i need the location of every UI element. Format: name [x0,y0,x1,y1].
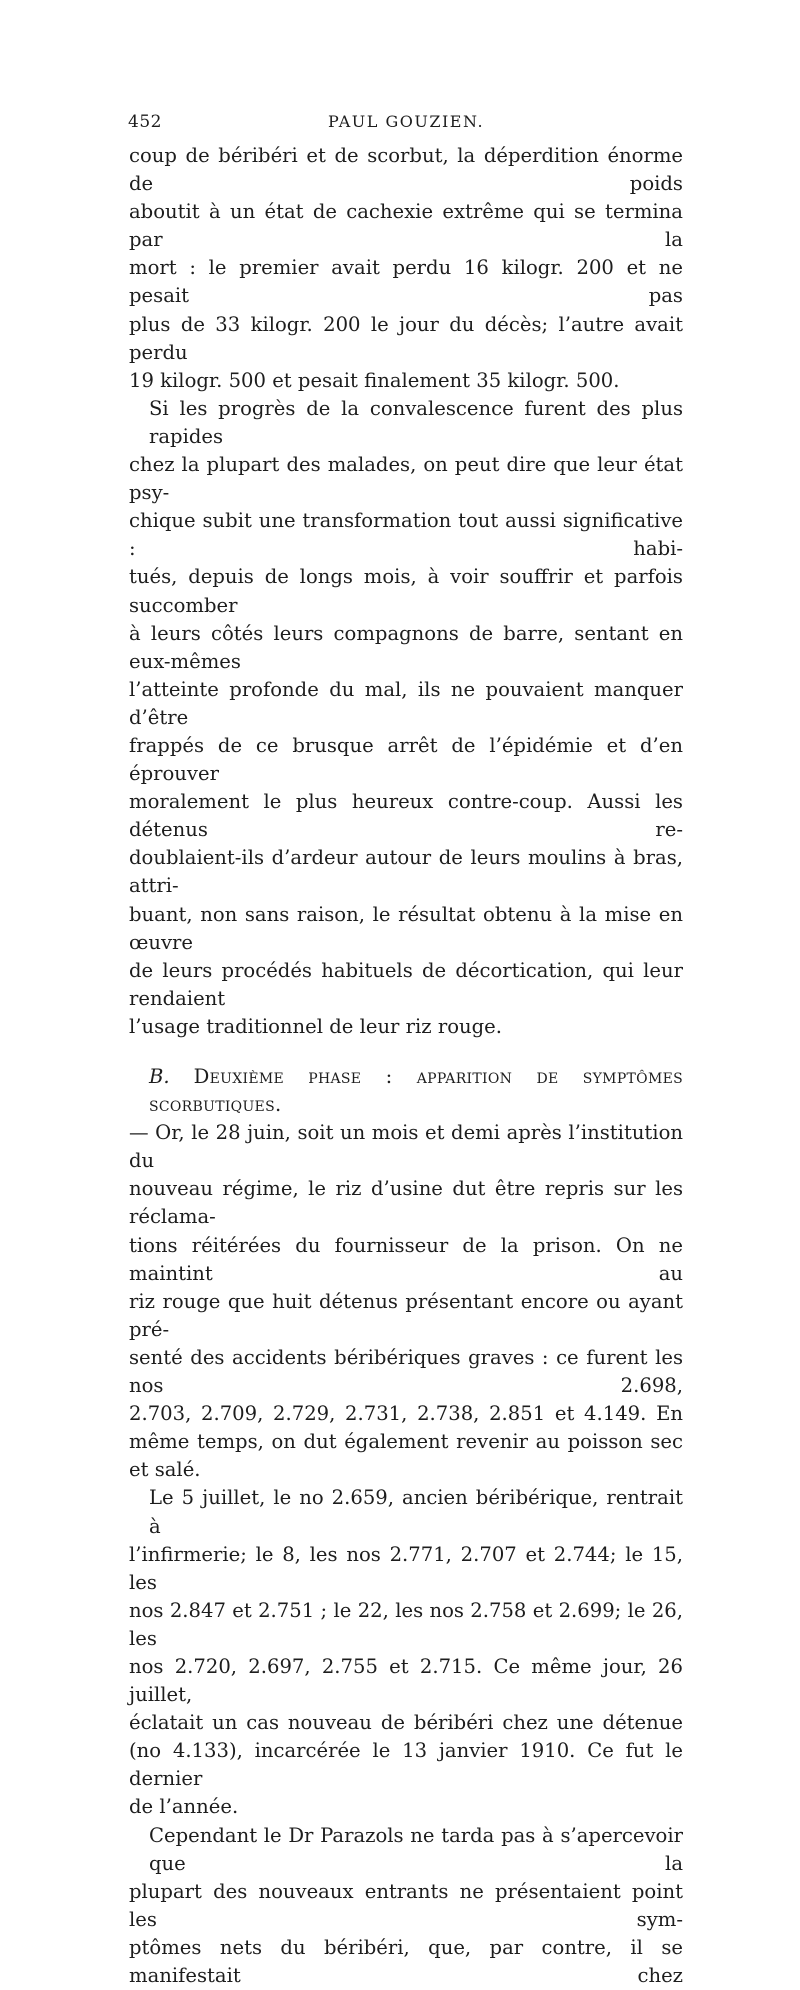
text-line: chique subit une transformation tout aussi significative : habi- [129,509,683,561]
text-line: nos 2.847 et 2.751 ; le 22, les nos 2.758 et 2.699; le 26, les [129,1598,683,1650]
paragraph-4 [129,1484,683,1821]
book-page [129,112,683,1990]
section-gap [129,1041,683,1063]
running-head [129,112,683,142]
text-line: à leurs côtés leurs compagnons de barre, sentant en eux-mêmes [129,621,683,673]
text-line: de leurs procédés habituels de décortication, qui leur rendaient [129,958,683,1010]
text-line: coup de béribéri et de scorbut, la déperdition énorme de poids [129,144,683,196]
text-line: aboutit à un état de cachexie extrême qui se termina par la [129,200,683,252]
section-heading: Deuxième phase : apparition de symptômes scorbutiques. [149,1065,683,1117]
text-line: plus de 33 kilogr. 200 le jour du décès; l’autre avait perdu [129,312,683,364]
text-line: l’atteinte profonde du mal, ils ne pouvaient manquer d’être [129,677,683,729]
paragraph-2 [129,395,683,1041]
text-line: chez la plupart des malades, on peut dire que leur état psy- [129,453,683,505]
text-line: — Or, le 28 juin, soit un mois et demi après l’institution du [129,1121,683,1173]
text-line: tués, depuis de longs mois, à voir souffrir et parfois succomber [129,565,683,617]
text-line: buant, non sans raison, le résultat obtenu à la mise en œuvre [129,902,683,954]
text-line: moralement le plus heureux contre-coup. Aussi les détenus re- [129,790,683,842]
text-line: l’usage traditionnel de leur riz rouge. [129,1014,502,1038]
text-line: Si les progrès de la convalescence furent des plus rapides [149,396,683,448]
text-line: nouveau régime, le riz d’usine dut être repris sur les réclama- [129,1177,683,1229]
text-line: nos 2.720, 2.697, 2.755 et 2.715. Ce même jour, 26 juillet, [129,1654,683,1707]
section-label: B. [149,1065,170,1088]
text-line: 19 kilogr. 500 et pesait finalement 35 kilogr. 500. [129,368,620,392]
text-line: même temps, on dut également revenir au poisson sec [129,1430,683,1454]
text-line: riz rouge que huit détenus présentant encore ou ayant pré- [129,1289,683,1341]
text-line: tions réitérées du fournisseur de la prison. On ne maintint au [129,1233,683,1285]
text-line: de l’année. [129,1795,239,1819]
paragraph-5 [129,1822,683,1990]
text-line: frappés de ce brusque arrêt de l’épidémie et d’en éprouver [129,733,683,786]
paragraph-1 [129,142,683,395]
text-line: (no 4.133), incarcérée le 13 janvier 1910. Ce fut le dernier [129,1739,683,1791]
section-heading-line [129,1063,683,1119]
text-line: éclatait un cas nouveau de béribéri chez une détenue [129,1711,683,1735]
running-title: PAUL GOUZIEN. [327,112,485,131]
text-line: ptômes nets du béribéri, que, par contre, il se manifestait chez [129,1935,683,1987]
text-line: et salé. [129,1458,201,1482]
page-number: 452 [128,112,162,132]
text-line: doublaient-ils d’ardeur autour de leurs moulins à bras, attri- [129,846,683,898]
text-line: Cependant le Dr Parazols ne tarda pas à s’apercevoir que la [149,1823,683,1875]
text-line: plupart des nouveaux entrants ne présentaient point les sym- [129,1879,683,1931]
text-line: mort : le premier avait perdu 16 kilogr. 200 et ne pesait pas [129,256,683,308]
text-line: 2.703, 2.709, 2.729, 2.731, 2.738, 2.851 et 4.149. En [129,1402,683,1426]
section-b [129,1063,683,1484]
text-line: l’infirmerie; le 8, les nos 2.771, 2.707 et 2.744; le 15, les [129,1542,683,1594]
text-line: Le 5 juillet, le no 2.659, ancien béribérique, rentrait à [149,1486,683,1538]
text-line: senté des accidents béribériques graves : ce furent les nos 2.698, [129,1345,683,1398]
